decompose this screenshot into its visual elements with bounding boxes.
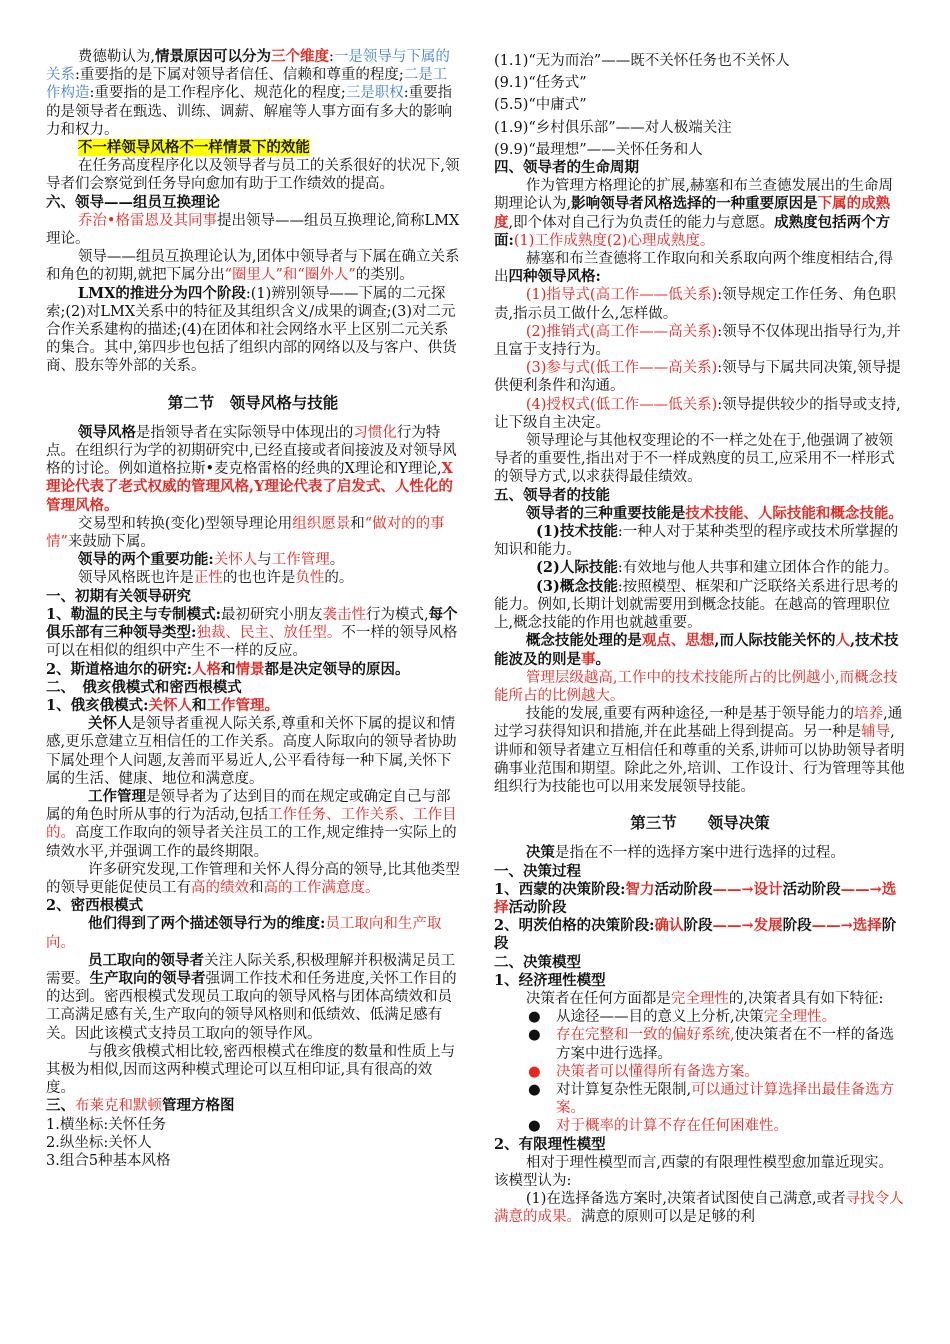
- highlighted-heading: 不一样领导风格不一样情景下的效能: [77, 139, 310, 157]
- text: 关怀人: [88, 715, 132, 733]
- text: 关怀人: [148, 696, 192, 714]
- section-heading: 四、领导者的生命周期: [494, 159, 639, 177]
- right-column: [494, 52, 906, 1227]
- text: (1)技术技能: [536, 523, 618, 541]
- text: 费德勒认为,: [77, 49, 155, 65]
- text: 领导风格: [77, 423, 136, 441]
- text: 交易型和转换(变化)型领导理论用: [77, 515, 293, 532]
- text: 的,决策者具有如下特征:: [728, 990, 884, 1007]
- grid-style-item: (9.1)“任务式”: [494, 75, 587, 92]
- text: 都是决定领导的原因。: [264, 660, 410, 678]
- text: :领导提供较少的指导或支持,让下级自主决定。: [494, 396, 901, 431]
- text: ——→选择: [494, 880, 897, 916]
- text: 对于概率的计算不存在任何困难性。: [556, 1118, 788, 1135]
- text: 完全理性: [670, 990, 729, 1007]
- text: 关怀人: [213, 552, 258, 569]
- text: 三、: [46, 1097, 75, 1115]
- text: 从途径——目的意义上分析,决策: [556, 1009, 764, 1026]
- text: 观点、思想: [641, 632, 715, 650]
- text: :重要指的是领导者在甄选、训练、调薪、解雇等人事方面有多大的影响力和权力。: [46, 85, 453, 138]
- text: 和: [249, 879, 264, 896]
- text: 事: [581, 650, 596, 668]
- text: 组织愿景: [292, 515, 351, 532]
- text: X理论代表了老式权威的管理风格,Y理论代表了启发式、人性化的管理风格。: [46, 460, 453, 514]
- text: 生产取向的领导者: [89, 969, 206, 987]
- text: 高度工作取向的领导者关注员工的工作,规定维持一实际上的绩效水平,并强调工作的最终期限。: [46, 825, 457, 860]
- text: ,而人际技能关怀的: [714, 632, 836, 650]
- text: 是指在不一样的选择方案中进行选择的过程。: [554, 845, 845, 862]
- text: 满意的原则可以是足够的利: [581, 1209, 755, 1226]
- text: 2、明茨伯格的决策阶段:: [494, 917, 655, 935]
- text: 独裁、民主、放任型。: [196, 625, 342, 642]
- text: 。: [329, 552, 345, 569]
- section-heading: 五、领导者的技能: [494, 486, 610, 504]
- text: (3)概念技能: [536, 577, 618, 595]
- text: 与: [257, 552, 272, 569]
- text: 和: [350, 515, 365, 532]
- text: 存在完整和一致的偏好系统,: [556, 1027, 735, 1044]
- text: 完全理性。: [763, 1009, 837, 1026]
- text: :重要指的是下属对领导者信任、信赖和尊重的程度;: [75, 67, 404, 84]
- text: 智力: [625, 880, 655, 898]
- text: 阶段: [494, 917, 897, 953]
- section-title-2: 第二节 领导风格与技能: [167, 392, 339, 412]
- text: 决策: [525, 844, 555, 862]
- text: 正性: [193, 570, 223, 587]
- text: 最初研究小朋友: [220, 606, 323, 623]
- left-column: [46, 48, 460, 1170]
- text: 领导风格既也许是: [77, 570, 194, 587]
- paragraph: 领导理论与其他权变理论的不一样之处在于,他强调了被领导者的重要性,指出对于不一样成熟度的员工,应采用不一样形式的领导方式,以求获得最佳绩效。: [494, 433, 895, 486]
- text: 技术技能、人际技能和概念技能。: [685, 504, 903, 522]
- text: 阶段: [683, 917, 713, 935]
- text: 1、西蒙的决策阶段:: [494, 880, 626, 898]
- text: 强调工作技术和任务进度,关怀工作目的的达到。密西根模式发现员工取向的领导风格与团体高绩效和员工高满足感有关,生产取向的领导风格则和低绩效、低满足感有关。因此该模式支持员工取向的领导作风。: [46, 970, 457, 1042]
- paragraph: 与俄亥俄模式相比较,密西根模式在维度的数量和性质上与其极为相似,因而这两种模式理论可以互相印证,具有很高的效度。: [46, 1043, 456, 1097]
- section-heading: 一、决策过程: [494, 862, 581, 880]
- text: ,技术技能波及的则是: [494, 632, 899, 668]
- text: 一是领导与下属的关系: [46, 49, 450, 84]
- text: 辅导: [861, 724, 891, 741]
- text: 不一样的领导风格可以在相似的组织中产生不一样的反应。: [46, 625, 458, 660]
- text: 概念技能处理的是: [525, 632, 642, 650]
- text: 高的绩效: [191, 879, 249, 896]
- text: :领导规定工作任务、角色职责,指示员工做什么,怎样做。: [494, 287, 897, 322]
- grid-style-item: (1.1)“无为而治”——既不关怀任务也不关怀人: [494, 53, 790, 69]
- text: 二是工作构造: [46, 67, 448, 102]
- bullet-icon: ●: [528, 1118, 541, 1135]
- text: 高的工作满意度。: [263, 879, 380, 896]
- text: 许多研究发现,工作管理和关怀人得分高的领导,比其他类型的领导更能促使员工有: [46, 861, 460, 896]
- text: 。: [595, 650, 610, 668]
- text: (4)授权式(低工作——低关系): [525, 396, 718, 413]
- text: 决策者可以懂得所有备选方案。: [556, 1063, 759, 1080]
- text: 乔治•格雷恩及其同事: [77, 212, 217, 229]
- bullet-icon: ●: [528, 1009, 541, 1026]
- text: LMX的推进分为四个阶段: [77, 284, 246, 302]
- text: 工作管理: [88, 787, 147, 805]
- text: 成熟度包括两个方面:: [494, 213, 891, 249]
- text: :有效地与他人共事和建立团体合作的能力。: [617, 560, 899, 577]
- text: 对计算复杂性无限制,: [556, 1081, 692, 1098]
- text: 人格: [191, 660, 221, 678]
- text: (1)工作成熟度(2)心理成熟度。: [513, 232, 715, 249]
- text: 人: [835, 632, 850, 650]
- text: 袭击性: [322, 606, 366, 623]
- paragraph: 相对于理性模型而言,西蒙的有限理性模型愈加靠近现实。该模型认为:: [494, 1154, 893, 1189]
- list-item: [494, 1081, 906, 1117]
- list-item: 2.纵坐标:关怀人: [46, 1134, 152, 1151]
- paragraph-fiedler: [46, 48, 460, 139]
- text: 领导者的三种重要技能是: [525, 504, 686, 522]
- text: 的类别。: [355, 267, 414, 284]
- text: 每个俱乐部有三种领导类型:: [46, 605, 458, 642]
- text: 是领导者为了达到目的而在规定或确定自己与部属的角色时所从事的行为活动,包括: [46, 788, 451, 824]
- text: 作为管理方格理论的扩展,赫塞和布兰查德发展出的生命周期理论认为,: [494, 178, 893, 213]
- paragraph: 管理层级越高,工作中的技术技能所占的比例越小,而概念技能所占的比例越大。: [494, 669, 898, 704]
- text: (2)推销式(高工作——高关系): [525, 323, 718, 340]
- text: “圈里人”和“圈外人”: [224, 267, 356, 284]
- text: 情景: [235, 660, 265, 678]
- paragraph: 在任务高度程序化以及领导者与员工的关系很好的状况下,领导者们会察觉到任务导向愈加有助于工作绩效的提高。: [46, 158, 460, 193]
- text: 布莱克和默顿: [75, 1098, 162, 1115]
- text: 是领导者重视人际关系,尊重和关怀下属的提议和情感,更乐意建立互相信任的工作关系。高度人际取向的领导者协助下属处理个人问题,友善而平易近人,公平看待每一种下属,关怀下属的生活、健康、地位和满意度。: [46, 716, 457, 787]
- list-item: [494, 1117, 906, 1135]
- text: 四种领导风格:: [508, 268, 601, 286]
- text: 寻找令人满意的成果。: [494, 1191, 904, 1226]
- text: (3)参与式(低工作——高关系): [525, 360, 718, 377]
- text: :领导与下属共同决策,领导提供便利条件和沟通。: [494, 360, 901, 395]
- grid-style-item: (5.5)“中庸式”: [494, 97, 587, 114]
- text: 行为特点。在组织行为学的初期研究中,已经直接或者间接波及对领导风格的讨论。例如道格拉斯•麦克格雷格的经典的X理论和Y理论,: [46, 424, 457, 478]
- text: 2、斯道格迪尔的研究:: [46, 660, 192, 678]
- text: 他们得到了两个描述领导行为的维度:: [88, 915, 326, 933]
- section-heading: 1、经济理性模型: [494, 971, 606, 989]
- text: :领导不仅体现出指导行为,并且富于支持行为。: [494, 323, 901, 359]
- text: ——→选择: [811, 917, 882, 935]
- list-item: [494, 1063, 906, 1081]
- text: 1、勒温的民主与专制模式:: [46, 605, 221, 623]
- text: 负性: [295, 570, 325, 587]
- text: 管理方格图: [162, 1097, 235, 1115]
- text: 三是职权: [345, 85, 404, 102]
- bullet-icon: ●: [528, 1063, 541, 1080]
- text: :重要指的是工作程序化、规范化的程度;: [89, 85, 346, 102]
- text: 是指领导者在实际领导中体现出的: [135, 424, 354, 441]
- text: ,即个体对自己行为负责任的能力与意愿。: [508, 214, 775, 231]
- text: 决策者在任何方面都是: [525, 990, 671, 1007]
- text: (2)人际技能: [536, 559, 618, 577]
- text: ——→发展: [712, 917, 783, 935]
- section-heading: 2、有限理性模型: [494, 1135, 606, 1153]
- list-item: 1.横坐标:关怀任务: [46, 1116, 167, 1133]
- text: 影响领导者风格选择的一种重要原因是: [571, 195, 818, 213]
- text: :按照模型、框架和广泛联络关系进行思考的能力。例如,长期计划就需要用到概念技能。在越高的管理职位上,概念技能的作用也就越重要。: [494, 578, 899, 632]
- text: 的也也许是: [222, 570, 296, 587]
- text: 培养: [854, 706, 884, 723]
- list-item: [494, 1026, 906, 1062]
- text: 工作管理。: [206, 696, 279, 714]
- text: (1)在选择备选方案时,决策者试图使自己满意,或者: [525, 1191, 846, 1208]
- grid-style-item: (1.9)“乡村俱乐部”——对人极端关注: [494, 119, 732, 136]
- text: 下属的成熟度: [494, 195, 891, 231]
- text: 领导的两个重要功能:: [77, 551, 214, 569]
- text: 和: [191, 696, 207, 714]
- text: 的。: [324, 570, 354, 587]
- text: 来鼓励下属。: [67, 534, 155, 551]
- text: 三个维度: [271, 48, 329, 65]
- text: 情景原因可以分为: [155, 48, 271, 65]
- text: 确认: [654, 917, 684, 935]
- text: ,讲师和领导者建立互相信任和尊重的关系,讲师可以协助领导者明确事业范围和期望。除此之外,培训、工作设计、行为管理等其他组织行为技能也可以用来发展领导技能。: [494, 724, 905, 795]
- text: 活动阶段: [654, 880, 713, 898]
- text: 阶段: [782, 917, 812, 935]
- text: 可以通过计算选择出最佳备选方案。: [556, 1081, 895, 1117]
- section-heading: 一、初期有关领导研究: [46, 587, 191, 605]
- text: 提出领导——组员互换理论,简称LMX理论。: [46, 212, 460, 248]
- text: “做对的的事情”: [46, 515, 445, 551]
- text: 活动阶段: [782, 880, 841, 898]
- grid-style-item: (9.9)“最理想”——关怀任务和人: [494, 141, 703, 158]
- text: 领导——组员互换理论认为,团体中领导者与下属在确立关系和角色的初期,就把下属分出: [46, 249, 460, 284]
- text: 活动阶段: [508, 898, 567, 916]
- list-item: 3.组合5种基本风格: [46, 1152, 171, 1169]
- text: 工作任务、工作关系、工作目的。: [46, 807, 457, 842]
- bullet-icon: ●: [528, 1081, 541, 1098]
- text: 使决策者在不一样的备选方案中进行选择。: [556, 1027, 895, 1062]
- text: ,通过学习获得知识和措施,并在此基础上得到提高。另一种是: [494, 706, 903, 741]
- section-heading: 二、 俄亥俄模式和密西根模式: [46, 678, 242, 696]
- text: 员工取向的领导者: [88, 951, 205, 969]
- text: (1)指导式(高工作——低关系): [525, 287, 718, 304]
- text: 习惯化: [353, 424, 397, 441]
- text: ——→设计: [712, 880, 783, 898]
- text: 工作管理: [271, 552, 330, 569]
- section-heading: 六、领导——组员互换理论: [46, 193, 220, 211]
- section-heading: 2、密西根模式: [46, 897, 144, 915]
- text: 和: [220, 660, 236, 678]
- section-heading: 二、决策模型: [494, 953, 581, 971]
- text: :一种人对于某种类型的程序或技术所掌握的知识和能力。: [494, 524, 899, 559]
- text: 技能的发展,重要有两种途径,一种是基于领导能力的: [525, 706, 855, 723]
- text: 员工取向和生产取向。: [46, 916, 442, 951]
- text: 赫塞和布兰查德将工作取向和关系取向两个维度相结合,得出: [494, 251, 893, 286]
- list-item: [494, 1008, 906, 1026]
- text: :(1)辨别领导——下属的二元探索;(2)对LMX关系中的特征及其组织含义/成果的调查;(3)对二元合作关系建构的描述;(4)在团体和社会网络水平上区别二元关系的集合。其中,第四步也包括了组织内部的网络以及与客户、供货商、股东等外部的关系。: [46, 285, 457, 375]
- section-title-3: 第三节 领导决策: [630, 813, 770, 833]
- text: 1、俄亥俄模式:: [46, 696, 149, 714]
- text: :: [329, 49, 334, 65]
- text: 行为模式,: [365, 606, 429, 623]
- text: 关注人际关系,积极理解并积极满足员工需要。: [46, 952, 456, 987]
- bullet-icon: ●: [528, 1027, 541, 1044]
